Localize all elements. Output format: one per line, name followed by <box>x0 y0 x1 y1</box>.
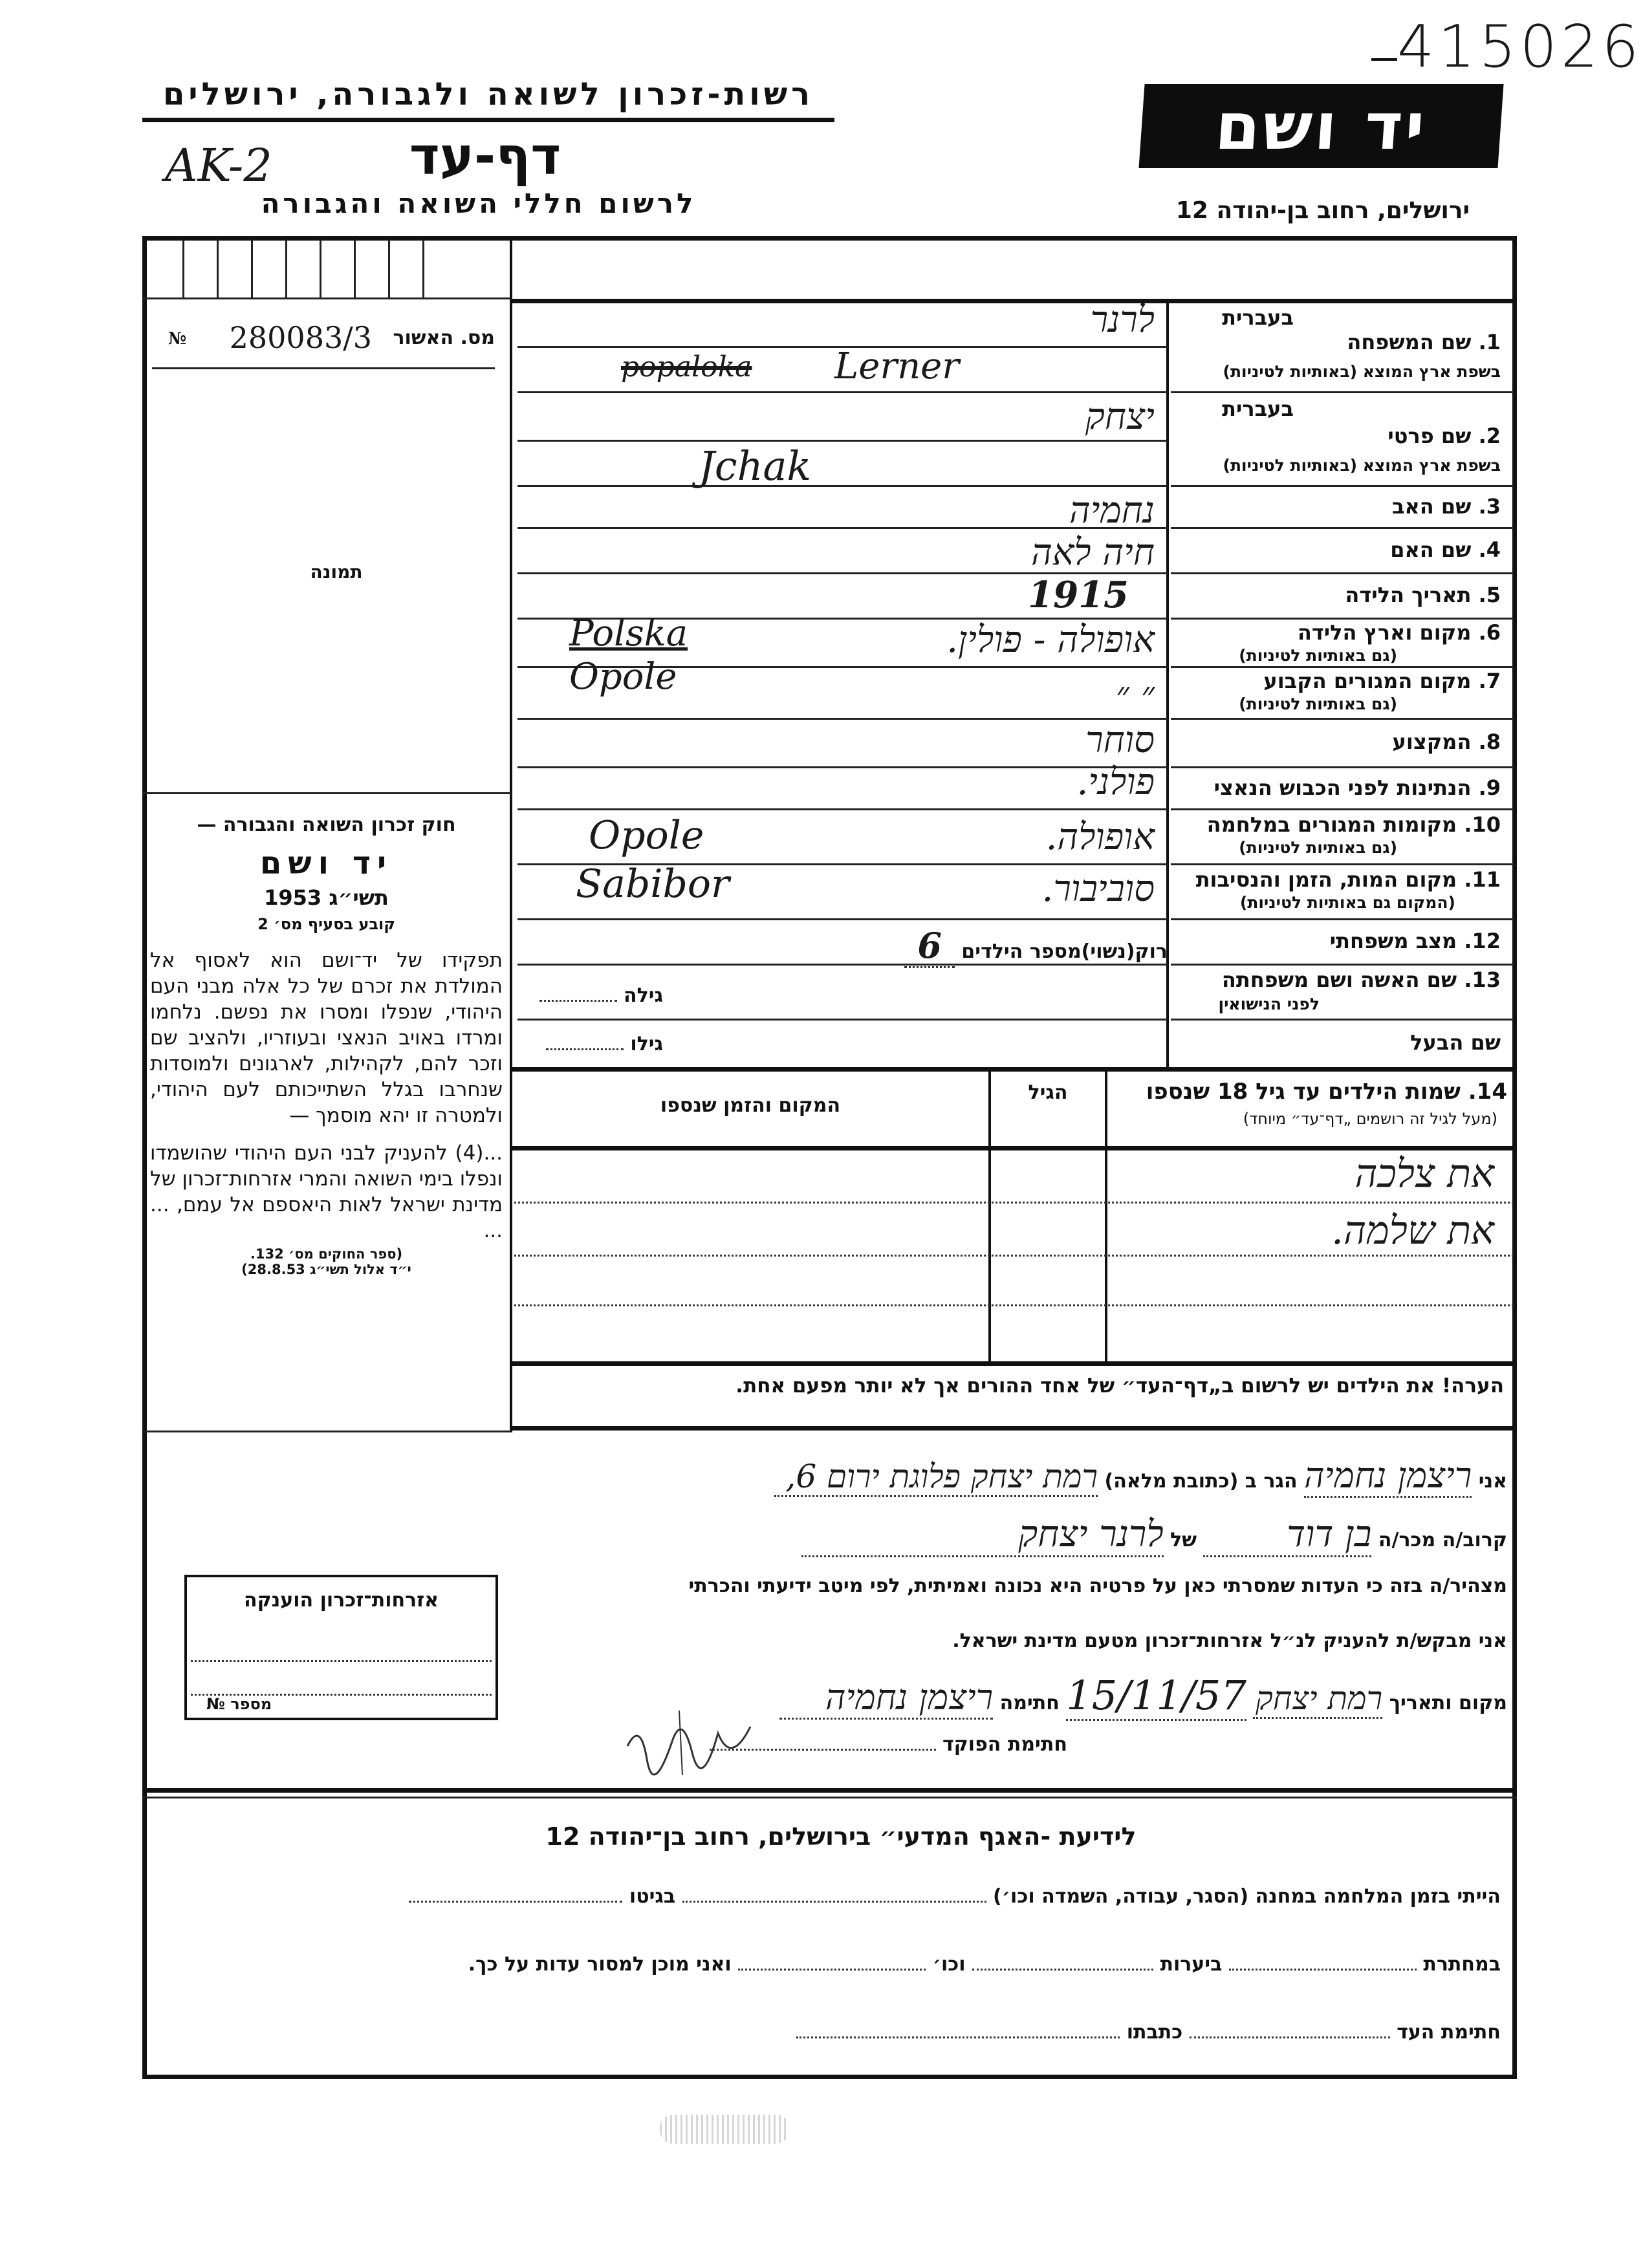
declaration-bottom <box>142 1788 1517 1793</box>
field-mother-name[interactable] <box>1171 527 1514 572</box>
wife-age-field[interactable] <box>521 984 663 1007</box>
relation-line <box>801 1513 1507 1557</box>
wife-name-note: לפני הנישואין <box>1218 995 1320 1013</box>
request: אני מבקש/ת להעניק לנ״ל אזרחות־זכרון מטעם מדינת ישראל. <box>952 1630 1507 1652</box>
etc-field[interactable] <box>738 1969 926 1971</box>
children-col-age: הגיל <box>1028 1081 1068 1104</box>
value-line <box>517 808 1168 810</box>
field-death-place[interactable] <box>1171 863 1514 918</box>
value-line <box>517 391 1168 393</box>
children-col-divider-1 <box>988 1070 991 1361</box>
law-heading: חוק זכרון השואה והגבורה — <box>197 814 456 836</box>
field-first-name[interactable] <box>1171 391 1514 485</box>
citizenship-box-line <box>191 1660 492 1662</box>
husband-age-label: גילו <box>630 1033 663 1055</box>
witness-signature-field[interactable] <box>1190 2036 1390 2038</box>
stamp-mark <box>660 2115 789 2144</box>
field-father-name[interactable] <box>1171 485 1514 527</box>
archive-number-dash <box>1371 58 1397 61</box>
mother-name: חיה לאה <box>1030 532 1155 574</box>
ghetto-field[interactable] <box>409 1901 622 1903</box>
field-label: 12. מצב משפחתי <box>1329 929 1501 953</box>
authority-title: רשות-זכרון לשואה ולגבורה, ירושלים <box>162 76 814 113</box>
latin-note: בשפת ארץ המוצא (באותיות לטיניות) <box>1223 362 1501 381</box>
children-section-top <box>511 1067 1517 1072</box>
place-date-label: מקום ותאריך <box>1389 1692 1507 1714</box>
field-label: 10. מקומות המגורים במלחמה <box>1206 812 1501 837</box>
forests-field[interactable] <box>972 1969 1153 1971</box>
value-line <box>517 1019 1168 1021</box>
value-line <box>517 918 1168 920</box>
page-subtitle: לרשום חללי השואה והגבורה <box>261 188 697 219</box>
value-line <box>517 440 1168 442</box>
approval-label: מס. האשור <box>393 327 495 349</box>
citizenship-box <box>184 1575 498 1720</box>
field-label: 4. שם האם <box>1390 537 1501 562</box>
also-latin-note: (גם באותיות לטיניות) <box>1239 695 1397 713</box>
children-col-divider-2 <box>1105 1070 1107 1361</box>
declarant-name[interactable]: ריצמן נחמיה <box>1304 1455 1472 1498</box>
code-cells <box>144 239 510 297</box>
place-date-line <box>779 1672 1507 1721</box>
field-label: שם הבעל <box>1410 1030 1501 1055</box>
willing-to-testify: ואני מוכן למסור עדות על כך. <box>468 1953 732 1976</box>
declarant-signature[interactable]: ריצמן נחמיה <box>779 1677 993 1720</box>
birth-place-hebrew: אופולה - פולין. <box>946 619 1155 661</box>
yad-vashem-logo <box>1138 84 1503 168</box>
field-birth-date[interactable] <box>1171 572 1514 618</box>
children-row-line <box>514 1304 1514 1306</box>
field-label: 1. שם המשפחה <box>1347 330 1501 354</box>
residence-latin: Opole <box>569 656 677 698</box>
left-column-bottom <box>142 1431 511 1432</box>
archive-number: 415026 <box>1397 13 1643 81</box>
death-place-latin: Sabibor <box>576 861 730 907</box>
declarant-line <box>774 1455 1507 1498</box>
family-name-hebrew: לרנר <box>1090 299 1155 341</box>
death-place-note: (המקום גם באותיות לטיניות) <box>1239 893 1455 912</box>
numero-sign: № <box>168 329 187 349</box>
field-nationality[interactable] <box>1171 766 1514 808</box>
law-clause: קובע בסעיף מס׳ 2 <box>257 915 395 933</box>
child-name: את צלכה <box>1355 1151 1494 1196</box>
children-count: 6 <box>904 925 955 968</box>
wartime-residence-latin: Opole <box>589 813 704 858</box>
relation[interactable]: בן דוד <box>1203 1513 1371 1557</box>
field-label: 7. מקום המגורים הקבוע <box>1263 669 1501 693</box>
page-title: דף-עד <box>409 126 561 186</box>
footer-line-3 <box>796 2021 1501 2044</box>
witness-address-field[interactable] <box>796 2036 1120 2038</box>
i-label: אני <box>1478 1470 1507 1493</box>
child-name: את שלמה. <box>1331 1208 1494 1253</box>
children-header-rule <box>511 1146 1517 1150</box>
family-name-latin: Lerner <box>834 345 960 387</box>
death-place-hebrew: סוביבור. <box>1041 868 1155 910</box>
approval-number: 280083/3 <box>229 320 372 355</box>
children-row-line <box>514 1202 1514 1204</box>
father-name: נחמיה <box>1069 490 1155 532</box>
field-wife-name[interactable] <box>1171 964 1514 1019</box>
also-latin-note: (גם באותיות לטיניות) <box>1239 838 1397 857</box>
camp-label: הייתי בזמן המלחמה במחנה (הסגר, עבודה, השמדה וכו׳) <box>993 1885 1501 1908</box>
ghetto-label: בגיטו <box>629 1885 676 1908</box>
victim-name[interactable]: לרנר יצחק <box>801 1513 1164 1557</box>
wife-age-label: גילה <box>624 984 663 1007</box>
first-name-hebrew: יצחק <box>1085 396 1155 438</box>
children-subtitle: (מעל לגיל זה רושמים „דף־עד״ מיוחד) <box>1243 1110 1497 1128</box>
forests-label: ביערות <box>1160 1953 1223 1976</box>
field-label: 8. המקצוע <box>1392 729 1501 754</box>
occupation: סוחר <box>1085 719 1155 761</box>
footer-line-1 <box>409 1885 1501 1908</box>
struck-name: popaloka <box>621 351 752 383</box>
witness-address-label: כתבתו <box>1126 2021 1183 2044</box>
value-line <box>517 485 1168 487</box>
place[interactable]: רמת יצחק <box>1253 1679 1382 1719</box>
value-line <box>517 718 1168 720</box>
officer-label: חתימת הפוקד <box>942 1733 1067 1756</box>
birth-date: 1915 <box>1028 574 1129 616</box>
officer-signature-scribble <box>621 1707 763 1778</box>
field-wartime-residence[interactable] <box>1171 808 1514 863</box>
children-section-bottom <box>511 1361 1517 1366</box>
law-year: תשי״ג 1953 <box>264 885 389 910</box>
approval-number-field[interactable] <box>162 320 495 359</box>
field-marital-status[interactable] <box>1171 918 1514 964</box>
underground-field[interactable] <box>1229 1969 1417 1971</box>
address: ירושלים, רחוב בן-יהודה 12 <box>1175 197 1470 224</box>
underground-label: במחתרת <box>1423 1953 1501 1976</box>
marital-status-text: רוק(נשוי)מספר הילדים <box>961 940 1168 963</box>
field-label: 2. שם פרטי <box>1387 424 1501 448</box>
field-family-name[interactable] <box>1171 299 1514 391</box>
header-rule <box>142 118 834 122</box>
footer-line-2 <box>468 1953 1501 1976</box>
note-bottom <box>511 1426 1517 1431</box>
wartime-residence-hebrew: אופולה. <box>1045 816 1155 858</box>
address-label: הגר ב (כתובת מלאה) <box>1104 1470 1298 1493</box>
also-latin-note: (גם באותיות לטיניות) <box>1239 646 1397 665</box>
law-ref-2: י״ד אלול תשי״ג 28.8.53) <box>241 1262 411 1277</box>
handwritten-annotation: AK-2 <box>165 139 272 192</box>
law-name: יד ושם <box>259 845 393 881</box>
field-label: 11. מקום המות, הזמן והנסיבות <box>1195 867 1501 892</box>
top-strip-bottom-left <box>142 297 511 299</box>
law-ref-1: (ספר החוקים מס׳ 132. <box>250 1246 403 1262</box>
citizenship-box-title: אזרחות־זכרון הוענקה <box>243 1589 439 1612</box>
field-occupation[interactable] <box>1171 718 1514 766</box>
camp-field[interactable] <box>682 1901 986 1903</box>
form-fields <box>511 299 1517 1068</box>
hebrew-tag: בעברית <box>1222 305 1294 330</box>
residence-hebrew: ״ ״ <box>1115 674 1155 716</box>
children-count-field[interactable] <box>904 925 1168 966</box>
latin-note: בשפת ארץ המוצא (באותיות לטיניות) <box>1223 456 1501 475</box>
etc-label: וכו׳ <box>932 1953 966 1976</box>
field-birth-place[interactable] <box>1171 618 1514 666</box>
children-row-line <box>514 1255 1514 1257</box>
field-husband-name[interactable] <box>1171 1019 1514 1068</box>
approval-rule <box>152 367 495 369</box>
law-text-1: תפקידו של יד־ושם הוא לאסוף אל המולדת את זכרם של כל אלה מבני העם היהודי, שנפלו ומסרו את נפשם. נלחמו ומרדו באויב הנאצי ובעוזריו, ולהציב שם וזכר להם, לקהילות, לארגונים ולמוסדות שנחרבו בגלל השתייכותם לעם היהודי, ולמטרה זו יהא מוסמך — <box>150 949 503 1127</box>
logo-text: יד ושם <box>1212 88 1430 164</box>
witness-signature-label: חתימת העד <box>1397 2021 1501 2044</box>
hebrew-tag: בעברית <box>1222 396 1294 421</box>
field-label: 5. תאריך הלידה <box>1345 583 1501 607</box>
children-note: הערה! את הילדים יש לרשום ב„דף־העד״ של אחד ההורים אך לא יותר מפעם אחת. <box>735 1374 1504 1398</box>
declarant-address[interactable]: רמת יצחק פלוגת ירום 6, <box>774 1458 1098 1497</box>
statement: מצהיר/ה בזה כי העדות שמסרתי כאן על פרטיה היא נכונה ואמיתית, לפי מיטב ידיעתי והכרתי <box>688 1575 1507 1597</box>
value-line <box>517 766 1168 768</box>
signature-label: חתימה <box>999 1692 1060 1714</box>
field-label: 6. מקום וארץ הלידה <box>1297 620 1501 645</box>
citizenship-box-number: מספר № <box>206 1695 272 1713</box>
first-name-latin: Jchak <box>699 442 812 490</box>
field-label: 13. שם האשה ושם משפחתה <box>1221 967 1501 992</box>
of-label: של <box>1170 1529 1197 1551</box>
law-excerpt <box>150 814 503 1277</box>
nationality: פולני. <box>1076 761 1155 803</box>
field-label: 3. שם האב <box>1391 494 1501 519</box>
children-col-place: המקום והזמן שנספו <box>660 1094 841 1117</box>
law-text-2: ...(4) להעניק לבני העם היהודי שהושמדו ונפלו בימי השואה והמרי אזרחות־זכרון של מדינת ישראל לאות היאספם אל עמם, ... ... <box>150 1141 503 1242</box>
birth-place-latin: Polska <box>569 612 688 654</box>
declaration-bottom-2 <box>142 1797 1517 1798</box>
relation-label: קרוב/ה מכר/ה <box>1378 1529 1507 1551</box>
children-title: 14. שמות הילדים עד גיל 18 שנספו <box>1146 1079 1507 1105</box>
field-residence[interactable] <box>1171 666 1514 718</box>
field-label: 9. הנתינות לפני הכבוש הנאצי <box>1213 775 1501 800</box>
photo-rule <box>142 792 511 794</box>
date[interactable]: 15/11/57 <box>1066 1672 1246 1721</box>
photo-placeholder: תמונה <box>310 561 363 583</box>
footer-heading: לידיעת -האגף המדעי״ בירושלים, רחוב בן־יהודה 12 <box>545 1822 1137 1851</box>
husband-age-field[interactable] <box>521 1033 663 1055</box>
